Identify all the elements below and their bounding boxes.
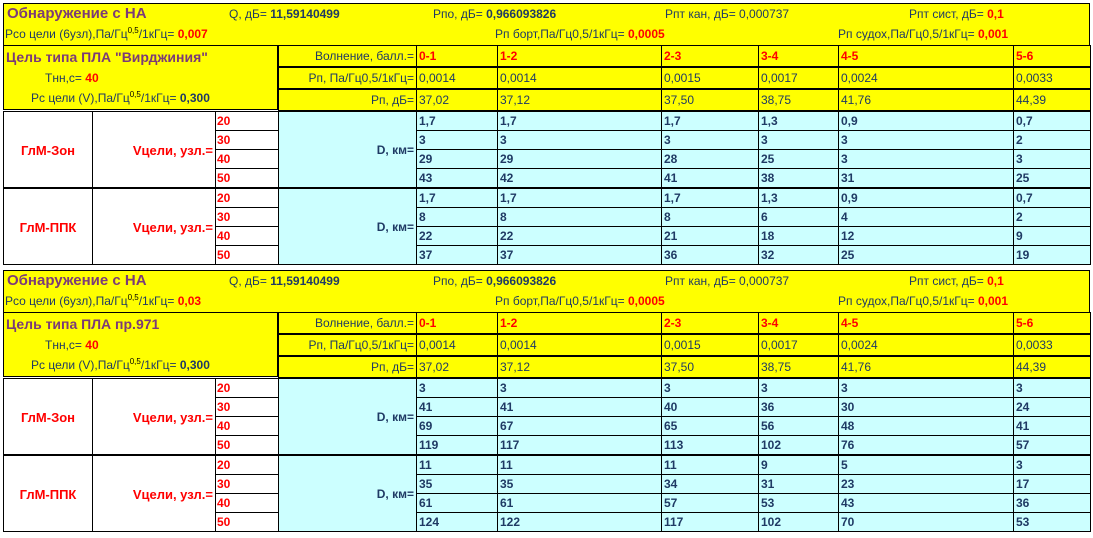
distance-cell: 41	[661, 168, 759, 188]
distance-cell: 43	[838, 493, 1014, 513]
distance-cell: 43	[416, 168, 498, 188]
rpo-label: Рпо, дБ=	[433, 7, 483, 21]
rp-bort-cell	[495, 26, 725, 44]
distance-cell: 102	[758, 512, 839, 532]
distance-cell: 70	[838, 512, 1014, 532]
distance-cell: 29	[416, 149, 498, 169]
distance-cell: 48	[838, 416, 1014, 436]
distance-cell: 42	[497, 168, 662, 188]
rso-label: Рсо цели (6узл),Па/Гц	[5, 294, 128, 308]
distance-cell: 3	[1013, 378, 1091, 398]
speed-cell: 30	[215, 397, 279, 417]
tnn-cell	[45, 70, 165, 87]
wave-cell: 5-6	[1013, 45, 1091, 67]
distance-cell: 21	[661, 226, 759, 246]
distance-cell: 25	[1013, 168, 1091, 188]
distance-cell: 22	[416, 226, 498, 246]
rpt-sist-label: Рпт сист, дБ=	[909, 274, 984, 288]
distance-cell: 37	[497, 245, 662, 265]
wave-cell: 3-4	[758, 45, 839, 67]
distance-label: D, км=	[278, 455, 417, 532]
distance-cell: 53	[758, 493, 839, 513]
rp-db-cell: 38,75	[758, 89, 839, 111]
distance-cell: 22	[497, 226, 662, 246]
rp-pa-label-text: Рп, Па/Гц0,5/1кГц=	[308, 71, 414, 85]
distance-cell: 1,3	[758, 111, 839, 131]
wave-label	[278, 312, 417, 334]
target-title: Цель типа ПЛА пр.971	[6, 316, 160, 332]
distance-cell: 0,9	[838, 188, 1014, 208]
distance-cell: 34	[661, 474, 759, 494]
speed-cell: 40	[215, 416, 279, 436]
rpt-kan-label: Рпт кан, дБ=	[665, 7, 736, 21]
target-title: Цель типа ПЛА "Вирджиния"	[6, 49, 208, 65]
rs-label: Рс цели (V),Па/Гц	[31, 91, 130, 105]
rso-label: Рсо цели (6узл),Па/Гц	[5, 27, 128, 41]
distance-cell: 76	[838, 435, 1014, 455]
tnn-label: Тнн,с=	[45, 338, 82, 352]
distance-cell: 8	[661, 207, 759, 227]
rp-pa-label-text: Рп, Па/Гц0,5/1кГц=	[308, 338, 414, 352]
distance-cell: 1,7	[416, 111, 498, 131]
distance-cell: 3	[838, 149, 1014, 169]
rp-sudoh-value: 0,001	[977, 294, 1009, 308]
distance-cell: 6	[758, 207, 839, 227]
rp-pa-cell: 0,0014	[416, 334, 498, 356]
rpt-kan-value: 0,000737	[739, 7, 790, 21]
distance-cell: 3	[838, 130, 1014, 150]
distance-cell: 3	[1013, 149, 1091, 169]
rso-tail: /1кГц=	[138, 294, 175, 308]
distance-cell: 9	[1013, 226, 1091, 246]
distance-cell: 61	[497, 493, 662, 513]
speed-cell: 50	[215, 168, 279, 188]
wave-cell: 5-6	[1013, 312, 1091, 334]
rp-pa-cell: 0,0014	[497, 334, 662, 356]
speed-label: Vцели, узл.=	[92, 455, 216, 532]
q-cell	[229, 273, 409, 290]
wave-cell: 3-4	[758, 312, 839, 334]
distance-cell: 2	[1013, 130, 1091, 150]
rpt-kan-value: 0,000737	[739, 274, 790, 288]
distance-cell: 3	[661, 378, 759, 398]
rp-bort-value: 0,0005	[627, 294, 665, 308]
rs-tail: /1кГц=	[140, 358, 177, 372]
rp-pa-cell: 0,0017	[758, 334, 839, 356]
distance-cell: 3	[497, 130, 662, 150]
distance-cell: 53	[1013, 512, 1091, 532]
distance-cell: 3	[758, 378, 839, 398]
rp-pa-label	[278, 334, 417, 356]
distance-cell: 1,3	[758, 188, 839, 208]
distance-label: D, км=	[278, 111, 417, 188]
speed-cell: 30	[215, 130, 279, 150]
rso-value: 0,007	[177, 27, 208, 41]
distance-cell: 40	[661, 397, 759, 417]
distance-cell: 113	[661, 435, 759, 455]
distance-cell: 19	[1013, 245, 1091, 265]
wave-label-text: Волнение, балл.=	[314, 316, 414, 330]
rs-cell	[31, 90, 277, 108]
distance-cell: 8	[416, 207, 498, 227]
distance-cell: 1,7	[661, 188, 759, 208]
rs-label: Рс цели (V),Па/Гц	[31, 358, 130, 372]
speed-cell: 20	[215, 188, 279, 208]
rso-cell	[5, 293, 277, 311]
distance-cell: 41	[497, 397, 662, 417]
distance-cell: 102	[758, 435, 839, 455]
distance-cell: 17	[1013, 474, 1091, 494]
distance-cell: 41	[416, 397, 498, 417]
distance-cell: 24	[1013, 397, 1091, 417]
rp-db-cell: 37,12	[497, 356, 662, 378]
rp-bort-value: 0,0005	[627, 27, 665, 41]
group-name: ГлМ-ППК	[3, 188, 93, 265]
rp-pa-label	[278, 67, 417, 89]
distance-cell: 35	[416, 474, 498, 494]
distance-cell: 38	[758, 168, 839, 188]
detection-block	[3, 270, 1090, 532]
speed-cell: 40	[215, 149, 279, 169]
group-name: ГлМ-ППК	[3, 455, 93, 532]
rpt-sist-cell	[909, 6, 1087, 23]
rp-sudoh-label: Рп судох,Па/Гц0,5/1кГц=	[838, 294, 975, 308]
distance-cell: 23	[838, 474, 1014, 494]
group-name: ГлМ-Зон	[3, 111, 93, 188]
rp-sudoh-cell	[838, 26, 1088, 44]
detection-block	[3, 3, 1090, 265]
rp-pa-cell: 0,0014	[497, 67, 662, 89]
rso-exponent: 0,5	[127, 26, 139, 35]
rpt-kan-cell	[665, 273, 835, 290]
rp-bort-label: Рп борт,Па/Гц0,5/1кГц=	[495, 27, 625, 41]
distance-cell: 57	[1013, 435, 1091, 455]
distance-cell: 3	[838, 378, 1014, 398]
q-label: Q, дБ=	[229, 7, 267, 21]
distance-cell: 1,7	[497, 111, 662, 131]
rp-sudoh-value: 0,001	[977, 27, 1009, 41]
distance-cell: 41	[1013, 416, 1091, 436]
rpt-sist-value: 0,1	[987, 274, 1004, 288]
rp-pa-cell: 0,0024	[838, 334, 1014, 356]
q-label: Q, дБ=	[229, 274, 267, 288]
rp-db-cell: 41,76	[838, 356, 1014, 378]
speed-label: Vцели, узл.=	[92, 188, 216, 265]
distance-cell: 124	[416, 512, 498, 532]
wave-cell: 2-3	[661, 312, 759, 334]
rpt-sist-label: Рпт сист, дБ=	[909, 7, 984, 21]
distance-cell: 30	[838, 397, 1014, 417]
rso-value: 0,03	[177, 294, 202, 308]
distance-cell: 57	[661, 493, 759, 513]
rso-cell	[5, 26, 277, 44]
distance-cell: 12	[838, 226, 1014, 246]
rs-exponent: 0,5	[129, 90, 141, 99]
rp-db-cell: 37,02	[416, 89, 498, 111]
distance-label: D, км=	[278, 188, 417, 265]
q-value: 11,59140499	[270, 7, 340, 21]
speed-cell: 30	[215, 474, 279, 494]
distance-cell: 3	[416, 378, 498, 398]
wave-cell: 1-2	[497, 312, 662, 334]
rp-pa-cell: 0,0014	[416, 67, 498, 89]
rp-db-cell: 44,39	[1013, 356, 1091, 378]
wave-cell: 4-5	[838, 45, 1014, 67]
distance-cell: 36	[1013, 493, 1091, 513]
rpt-sist-value: 0,1	[987, 7, 1004, 21]
rp-db-cell: 44,39	[1013, 89, 1091, 111]
rs-exponent: 0,5	[129, 357, 141, 366]
distance-cell: 69	[416, 416, 498, 436]
rs-cell	[31, 357, 277, 375]
distance-cell: 35	[497, 474, 662, 494]
distance-cell: 25	[758, 149, 839, 169]
speed-cell: 40	[215, 493, 279, 513]
speed-cell: 30	[215, 207, 279, 227]
rp-sudoh-label: Рп судох,Па/Гц0,5/1кГц=	[838, 27, 975, 41]
block-title: Обнаружение с НА	[7, 272, 147, 289]
speed-cell: 20	[215, 455, 279, 475]
speed-cell: 40	[215, 226, 279, 246]
q-value: 11,59140499	[270, 274, 340, 288]
distance-cell: 4	[838, 207, 1014, 227]
rpt-kan-label: Рпт кан, дБ=	[665, 274, 736, 288]
distance-cell: 122	[497, 512, 662, 532]
rp-sudoh-cell	[838, 293, 1088, 311]
distance-cell: 3	[1013, 455, 1091, 475]
distance-cell: 67	[497, 416, 662, 436]
distance-cell: 119	[416, 435, 498, 455]
rpo-cell	[433, 273, 653, 290]
distance-cell: 28	[661, 149, 759, 169]
rp-pa-cell: 0,0017	[758, 67, 839, 89]
distance-cell: 61	[416, 493, 498, 513]
speed-cell: 20	[215, 111, 279, 131]
wave-label	[278, 45, 417, 67]
distance-cell: 36	[758, 397, 839, 417]
distance-cell: 1,7	[416, 188, 498, 208]
rp-pa-cell: 0,0033	[1013, 67, 1091, 89]
distance-cell: 11	[661, 455, 759, 475]
speed-cell: 50	[215, 512, 279, 532]
distance-cell: 3	[661, 130, 759, 150]
rp-db-cell: 37,50	[661, 89, 759, 111]
speed-cell: 50	[215, 435, 279, 455]
distance-cell: 3	[497, 378, 662, 398]
distance-cell: 56	[758, 416, 839, 436]
wave-cell: 1-2	[497, 45, 662, 67]
speed-cell: 20	[215, 378, 279, 398]
rp-db-cell: 37,12	[497, 89, 662, 111]
speed-cell: 50	[215, 245, 279, 265]
speed-label: Vцели, узл.=	[92, 378, 216, 455]
wave-cell: 4-5	[838, 312, 1014, 334]
tnn-cell	[45, 337, 165, 354]
rp-db-label-text: Рп, дБ=	[370, 360, 414, 374]
distance-cell: 25	[838, 245, 1014, 265]
rpo-value: 0,966093826	[486, 274, 557, 288]
wave-cell: 2-3	[661, 45, 759, 67]
distance-cell: 11	[416, 455, 498, 475]
distance-cell: 32	[758, 245, 839, 265]
rp-pa-cell: 0,0024	[838, 67, 1014, 89]
rp-db-cell: 37,50	[661, 356, 759, 378]
distance-cell: 0,7	[1013, 111, 1091, 131]
rs-value: 0,300	[179, 358, 210, 372]
rp-db-label-text: Рп, дБ=	[370, 93, 414, 107]
distance-cell: 9	[758, 455, 839, 475]
rso-exponent: 0,5	[127, 293, 139, 302]
distance-cell: 29	[497, 149, 662, 169]
wave-label-text: Волнение, балл.=	[314, 49, 414, 63]
distance-label: D, км=	[278, 378, 417, 455]
distance-cell: 36	[661, 245, 759, 265]
distance-cell: 3	[758, 130, 839, 150]
distance-cell: 117	[661, 512, 759, 532]
rpt-kan-cell	[665, 6, 835, 23]
distance-cell: 1,7	[497, 188, 662, 208]
tnn-value: 40	[85, 338, 99, 352]
rs-value: 0,300	[179, 91, 210, 105]
group-name: ГлМ-Зон	[3, 378, 93, 455]
rp-db-cell: 37,02	[416, 356, 498, 378]
distance-cell: 2	[1013, 207, 1091, 227]
distance-cell: 3	[416, 130, 498, 150]
rpo-cell	[433, 6, 653, 23]
distance-cell: 37	[416, 245, 498, 265]
distance-cell: 31	[838, 168, 1014, 188]
distance-cell: 117	[497, 435, 662, 455]
rp-pa-cell: 0,0033	[1013, 334, 1091, 356]
distance-cell: 11	[497, 455, 662, 475]
distance-cell: 65	[661, 416, 759, 436]
rp-db-cell: 38,75	[758, 356, 839, 378]
rp-pa-cell: 0,0015	[661, 67, 759, 89]
distance-cell: 8	[497, 207, 662, 227]
distance-cell: 0,9	[838, 111, 1014, 131]
speed-label: Vцели, узл.=	[92, 111, 216, 188]
rpt-sist-cell	[909, 273, 1087, 290]
rs-tail: /1кГц=	[140, 91, 177, 105]
distance-cell: 1,7	[661, 111, 759, 131]
rp-bort-cell	[495, 293, 725, 311]
distance-cell: 5	[838, 455, 1014, 475]
q-cell	[229, 6, 409, 23]
distance-cell: 18	[758, 226, 839, 246]
rp-bort-label: Рп борт,Па/Гц0,5/1кГц=	[495, 294, 625, 308]
rp-db-label	[278, 356, 417, 378]
distance-cell: 0,7	[1013, 188, 1091, 208]
rpo-label: Рпо, дБ=	[433, 274, 483, 288]
tnn-value: 40	[85, 71, 99, 85]
rp-db-label	[278, 89, 417, 111]
distance-cell: 31	[758, 474, 839, 494]
rp-pa-cell: 0,0015	[661, 334, 759, 356]
rp-db-cell: 41,76	[838, 89, 1014, 111]
block-title: Обнаружение с НА	[7, 5, 147, 22]
wave-cell: 0-1	[416, 45, 498, 67]
rpo-value: 0,966093826	[486, 7, 557, 21]
wave-cell: 0-1	[416, 312, 498, 334]
tnn-label: Тнн,с=	[45, 71, 82, 85]
rso-tail: /1кГц=	[138, 27, 175, 41]
